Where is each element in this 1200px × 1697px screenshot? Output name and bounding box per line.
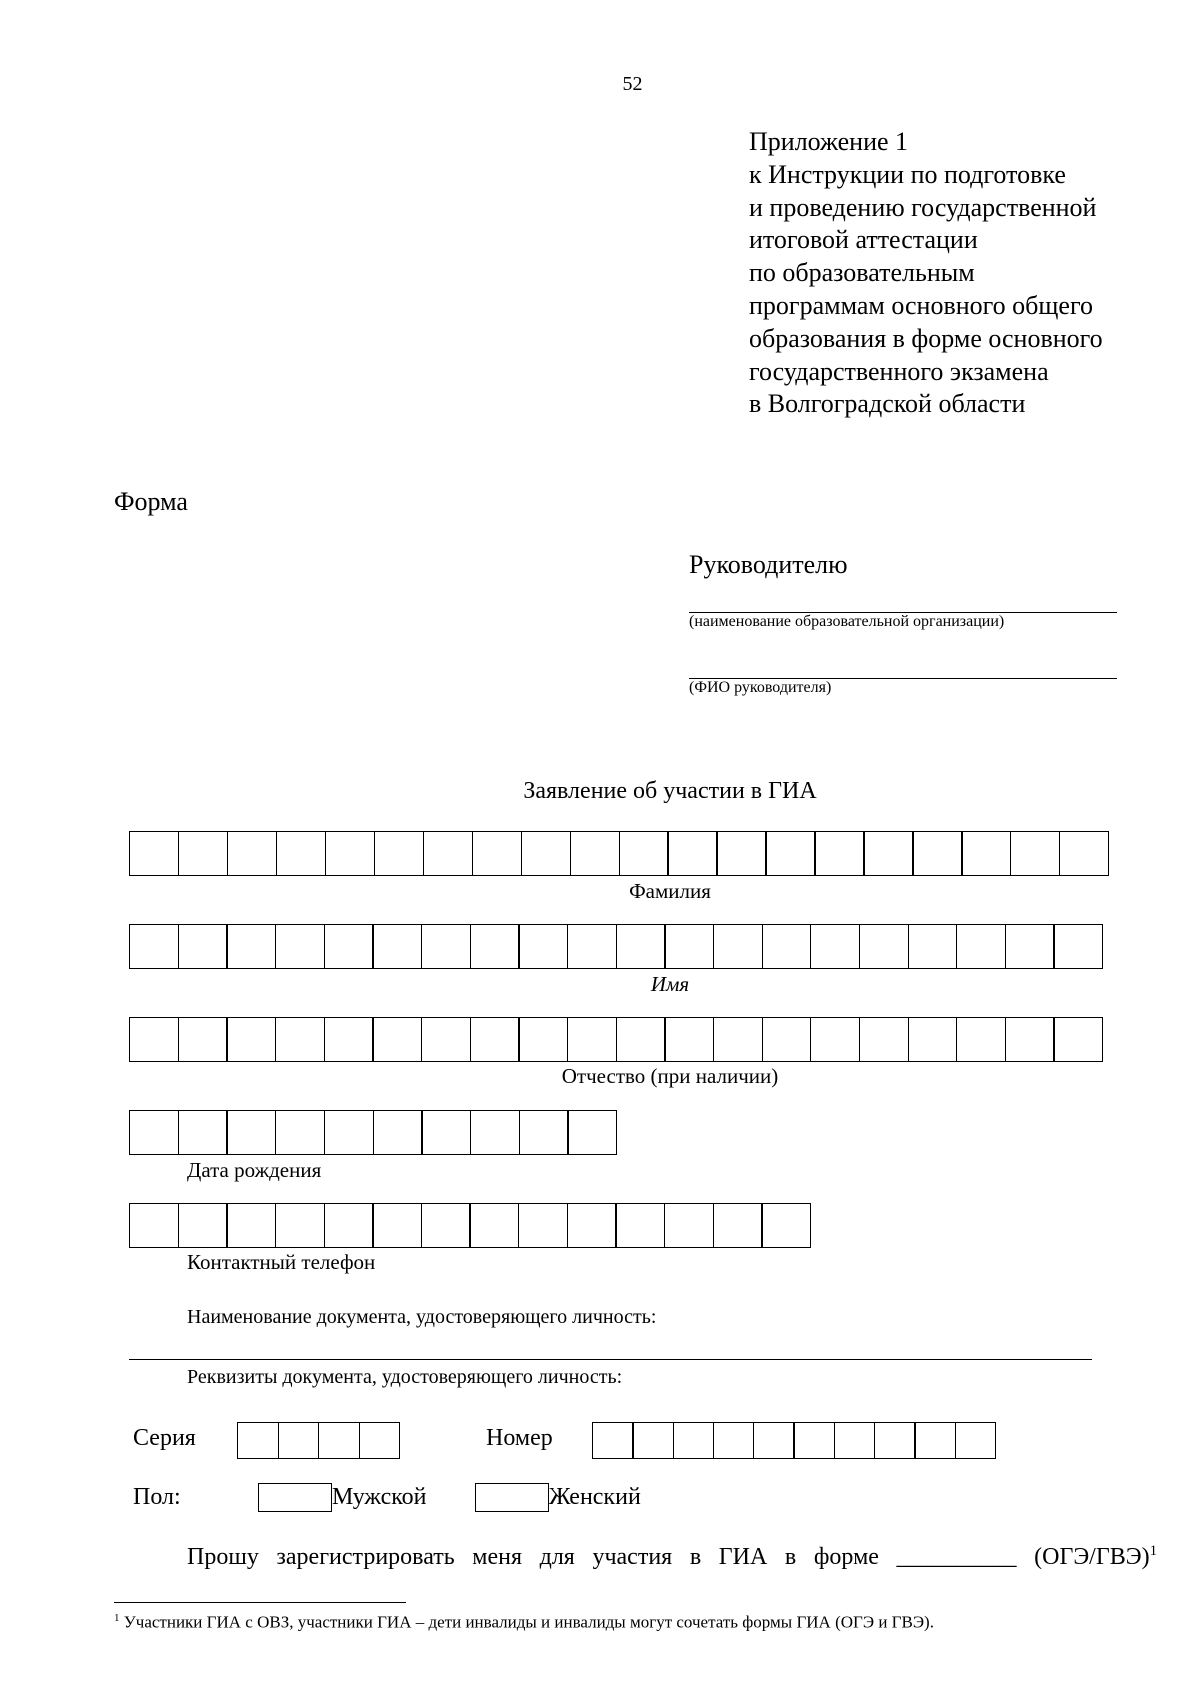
- input-cell[interactable]: [570, 831, 620, 876]
- input-cell[interactable]: [810, 924, 860, 969]
- input-cell[interactable]: [1053, 924, 1103, 969]
- input-cell[interactable]: [227, 831, 277, 876]
- footnote-separator: [114, 1602, 406, 1603]
- footnote-ref: 1: [1149, 1543, 1158, 1559]
- input-cell[interactable]: [914, 1422, 956, 1459]
- input-cell[interactable]: [592, 1422, 634, 1459]
- application-title: Заявление об участии в ГИА: [523, 778, 817, 804]
- name-cells: [129, 924, 1102, 969]
- input-cell[interactable]: [129, 1110, 179, 1155]
- input-cell[interactable]: [961, 831, 1011, 876]
- input-cell[interactable]: [129, 831, 179, 876]
- phone-cells: [129, 1203, 810, 1248]
- input-cell[interactable]: [908, 924, 958, 969]
- input-cell[interactable]: [325, 831, 375, 876]
- input-cell[interactable]: [178, 1110, 228, 1155]
- input-cell[interactable]: [421, 1110, 471, 1155]
- footnote: [114, 1612, 934, 1633]
- input-cell[interactable]: [372, 1017, 422, 1062]
- input-cell[interactable]: [324, 1203, 374, 1248]
- exam-forms-options: [1034, 1544, 1157, 1570]
- request-word: ГИА: [718, 1544, 768, 1570]
- input-cell[interactable]: [955, 1422, 997, 1459]
- input-cell[interactable]: [178, 924, 228, 969]
- birth-date-label: Дата рождения: [187, 1158, 322, 1182]
- head-name-caption: (ФИО руководителя): [689, 679, 832, 696]
- input-cell[interactable]: [226, 924, 276, 969]
- addressee-title: Руководителю: [689, 550, 848, 579]
- input-cell[interactable]: [275, 924, 325, 969]
- female-checkbox[interactable]: [475, 1483, 549, 1512]
- input-cell[interactable]: [753, 1422, 795, 1459]
- input-cell[interactable]: [470, 1017, 520, 1062]
- birth-date-cells: [129, 1110, 616, 1155]
- input-cell[interactable]: [226, 1203, 276, 1248]
- appendix-line: в Волгоградской области: [749, 389, 1026, 419]
- input-cell[interactable]: [226, 1110, 276, 1155]
- input-cell[interactable]: [275, 1110, 325, 1155]
- input-cell[interactable]: [372, 1203, 422, 1248]
- request-word: участия: [592, 1544, 673, 1570]
- input-cell[interactable]: [359, 1422, 401, 1459]
- series-cells: [237, 1422, 399, 1459]
- footnote-text: Участники ГИА с ОВЗ, участники ГИА – дети инвалиды и инвалиды могут сочетать формы ГИА (ОГЭ и ГВЭ).: [123, 1612, 934, 1632]
- form-label: Форма: [114, 487, 188, 516]
- document-name-line[interactable]: [129, 1359, 1092, 1360]
- input-cell[interactable]: [470, 924, 520, 969]
- input-cell[interactable]: [713, 1017, 763, 1062]
- request-word: меня: [472, 1544, 522, 1570]
- input-cell[interactable]: [619, 831, 669, 876]
- patronymic-cells: [129, 1017, 1102, 1062]
- input-cell[interactable]: [421, 924, 471, 969]
- input-cell[interactable]: [664, 1017, 714, 1062]
- input-cell[interactable]: [372, 924, 422, 969]
- input-cell[interactable]: [859, 1017, 909, 1062]
- input-cell[interactable]: [178, 1017, 228, 1062]
- appendix-header: [749, 126, 1103, 421]
- input-cell[interactable]: [129, 1017, 179, 1062]
- input-cell[interactable]: [761, 1203, 811, 1248]
- input-cell[interactable]: [421, 1017, 471, 1062]
- request-word: форме: [813, 1544, 879, 1570]
- number-label: Номер: [486, 1425, 553, 1451]
- input-cell[interactable]: [567, 1017, 617, 1062]
- request-word: для: [539, 1544, 575, 1570]
- input-cell[interactable]: [567, 924, 617, 969]
- input-cell[interactable]: [713, 1422, 755, 1459]
- female-label: Женский: [549, 1484, 641, 1510]
- input-cell[interactable]: [859, 924, 909, 969]
- input-cell[interactable]: [519, 1110, 569, 1155]
- input-cell[interactable]: [278, 1422, 320, 1459]
- input-cell[interactable]: [616, 1017, 666, 1062]
- input-cell[interactable]: [1053, 1017, 1103, 1062]
- request-word: Прошу: [187, 1544, 259, 1570]
- input-cell[interactable]: [762, 1017, 812, 1062]
- appendix-line: к Инструкции по подготовке: [749, 159, 1066, 189]
- input-cell[interactable]: [1010, 831, 1060, 876]
- input-cell[interactable]: [956, 924, 1006, 969]
- input-cell[interactable]: [421, 1203, 471, 1248]
- input-cell[interactable]: [276, 831, 326, 876]
- input-cell[interactable]: [834, 1422, 876, 1459]
- appendix-line: и проведению государственной: [749, 192, 1097, 222]
- footnote-mark: 1: [114, 1612, 120, 1624]
- input-cell[interactable]: [237, 1422, 279, 1459]
- name-label: Имя: [650, 972, 690, 996]
- input-cell[interactable]: [518, 1203, 568, 1248]
- document-details-label: Реквизиты документа, удостоверяющего личность:: [187, 1366, 623, 1388]
- input-cell[interactable]: [762, 924, 812, 969]
- input-cell[interactable]: [472, 831, 522, 876]
- exam-forms-text: (ОГЭ/ГВЭ): [1034, 1544, 1150, 1570]
- input-cell[interactable]: [275, 1203, 325, 1248]
- male-label: Мужской: [332, 1484, 427, 1510]
- input-cell[interactable]: [129, 924, 179, 969]
- input-cell[interactable]: [226, 1017, 276, 1062]
- input-cell[interactable]: [615, 1203, 665, 1248]
- input-cell[interactable]: [673, 1422, 715, 1459]
- input-cell[interactable]: [863, 831, 913, 876]
- input-cell[interactable]: [912, 831, 962, 876]
- input-cell[interactable]: [178, 831, 228, 876]
- org-name-caption: (наименование образовательной организации): [689, 613, 1005, 630]
- male-checkbox[interactable]: [258, 1483, 332, 1512]
- input-cell[interactable]: [129, 1203, 179, 1248]
- exam-form-blank[interactable]: __________: [896, 1544, 1017, 1570]
- input-cell[interactable]: [518, 1017, 568, 1062]
- input-cell[interactable]: [324, 1017, 374, 1062]
- number-cells: [592, 1422, 995, 1459]
- input-cell[interactable]: [664, 1203, 714, 1248]
- registration-request: [187, 1543, 1157, 1571]
- appendix-line: по образовательным: [749, 258, 975, 288]
- appendix-line: государственного экзамена: [749, 356, 1049, 386]
- phone-label: Контактный телефон: [187, 1250, 376, 1274]
- surname-cells: [129, 831, 1108, 876]
- input-cell[interactable]: [1005, 1017, 1055, 1062]
- input-cell[interactable]: [874, 1422, 916, 1459]
- patronymic-label: Отчество (при наличии): [561, 1064, 779, 1088]
- input-cell[interactable]: [567, 1110, 617, 1155]
- input-cell[interactable]: [324, 1110, 374, 1155]
- series-label: Серия: [133, 1425, 196, 1451]
- request-word: в: [689, 1544, 702, 1570]
- input-cell[interactable]: [616, 924, 666, 969]
- appendix-line: итоговой аттестации: [749, 225, 978, 255]
- appendix-line: Приложение 1: [749, 127, 909, 156]
- input-cell[interactable]: [518, 924, 568, 969]
- input-cell[interactable]: [373, 1110, 423, 1155]
- page-number: 52: [622, 73, 643, 95]
- input-cell[interactable]: [567, 1203, 617, 1248]
- input-cell[interactable]: [716, 831, 766, 876]
- input-cell[interactable]: [275, 1017, 325, 1062]
- input-cell[interactable]: [178, 1203, 228, 1248]
- input-cell[interactable]: [713, 924, 763, 969]
- input-cell[interactable]: [810, 1017, 860, 1062]
- input-cell[interactable]: [1059, 831, 1109, 876]
- appendix-line: программам основного общего: [749, 290, 1093, 320]
- appendix-line: образования в форме основного: [749, 323, 1103, 353]
- input-cell[interactable]: [667, 831, 717, 876]
- request-word: зарегистрировать: [276, 1544, 455, 1570]
- input-cell[interactable]: [374, 831, 424, 876]
- input-cell[interactable]: [713, 1203, 763, 1248]
- input-cell[interactable]: [469, 1203, 519, 1248]
- input-cell[interactable]: [908, 1017, 958, 1062]
- input-cell[interactable]: [423, 831, 473, 876]
- request-word: в: [784, 1544, 797, 1570]
- input-cell[interactable]: [664, 924, 714, 969]
- gender-label: Пол:: [133, 1484, 181, 1510]
- input-cell[interactable]: [318, 1422, 360, 1459]
- input-cell[interactable]: [521, 831, 571, 876]
- input-cell[interactable]: [1005, 924, 1055, 969]
- input-cell[interactable]: [814, 831, 864, 876]
- input-cell[interactable]: [632, 1422, 674, 1459]
- input-cell[interactable]: [324, 924, 374, 969]
- document-name-label: Наименование документа, удостоверяющего личность:: [187, 1306, 657, 1328]
- input-cell[interactable]: [765, 831, 815, 876]
- surname-label: Фамилия: [629, 879, 711, 903]
- input-cell[interactable]: [470, 1110, 520, 1155]
- input-cell[interactable]: [956, 1017, 1006, 1062]
- input-cell[interactable]: [793, 1422, 835, 1459]
